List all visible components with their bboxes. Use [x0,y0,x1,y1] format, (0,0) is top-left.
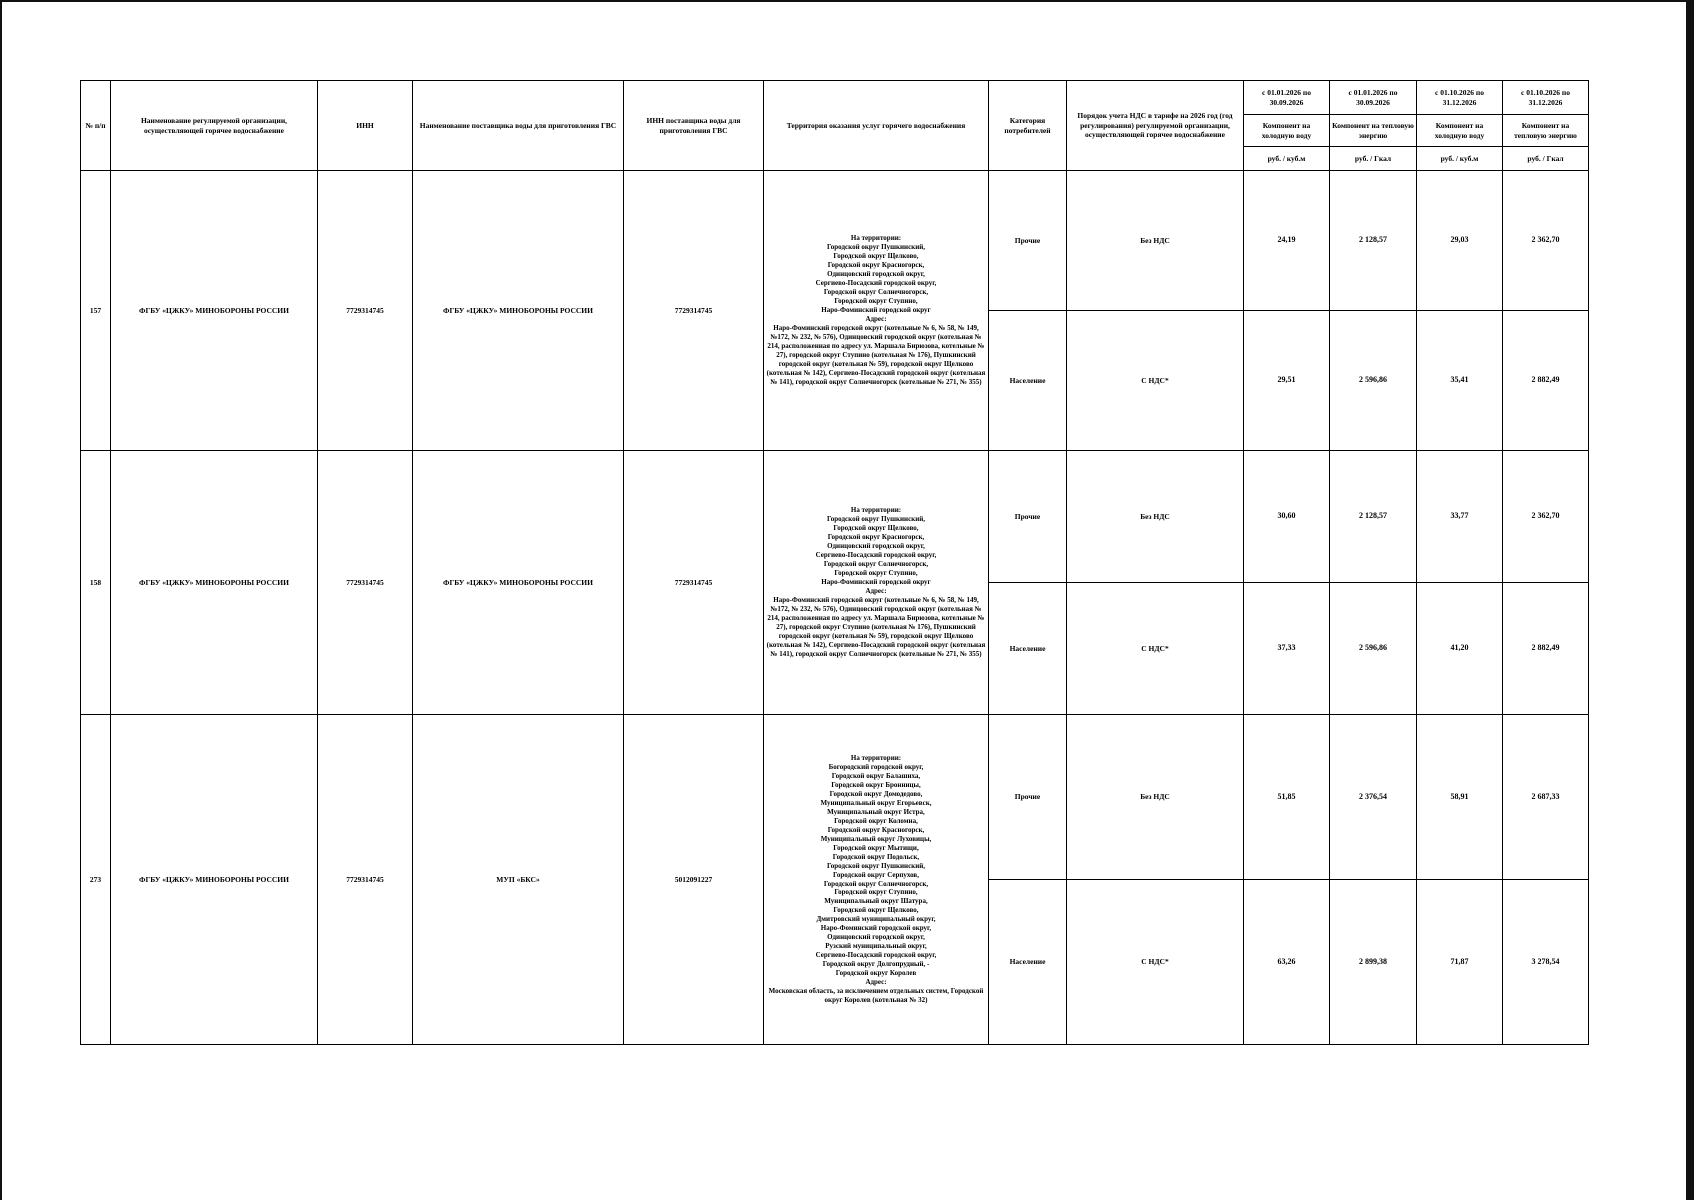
vat-order: С НДС* [1067,311,1244,451]
consumer-category: Прочие [989,171,1067,311]
header-component: Компонент на холодную воду [1417,115,1503,147]
territory-line: Муниципальный округ Егорьевск, [820,798,932,807]
territory-line: Городской округ Домодедово, [829,789,923,798]
territory-line: Городской округ Коломна, [834,816,918,825]
territory-line: Городской округ Щелково, [833,524,919,533]
scan-edge-top [0,0,1694,10]
territory-line: Городской округ Красногорск, [827,825,925,834]
tariff-value: 58,91 [1417,715,1503,880]
territory-line: Городской округ Щелково, [833,252,919,261]
org-name: ФГБУ «ЦЖКУ» МИНОБОРОНЫ РОССИИ [111,715,318,1045]
territory-line: Сергиево-Посадский городской округ, [815,279,937,288]
territory-line: Городской округ Солнечногорск, [823,560,929,569]
supplier-name: ФГБУ «ЦЖКУ» МИНОБОРОНЫ РОССИИ [413,171,624,451]
territory-line: Адрес: [865,586,887,595]
header-org: Наименование регулируемой организации, осуществляющей горячее водоснабжение [111,81,318,171]
territory-line: Сергиево-Посадский городской округ, [815,951,937,960]
header-row-periods [81,81,1589,115]
header-territory: Территория оказания услуг горячего водоснабжения [764,81,989,171]
consumer-category: Население [989,311,1067,451]
territory-line: Рузский муниципальный округ, [825,942,927,951]
territory-line: Городской округ Красногорск, [827,261,925,270]
vat-order: С НДС* [1067,880,1244,1045]
header-period: с 01.10.2026 по 31.12.2026 [1417,81,1503,115]
row-number: 158 [81,451,111,715]
tariff-table [80,80,1589,1045]
tariff-value: 2 899,38 [1330,880,1417,1045]
header-num: № п/п [81,81,111,171]
supplier-inn: 5012091227 [624,715,764,1045]
tariff-value: 35,41 [1417,311,1503,451]
territory-line: Наро-Фоминский городской округ [821,578,931,587]
tariff-value: 2 596,86 [1330,583,1417,715]
territory-line: Городской округ Подольск, [832,852,920,861]
vat-order: Без НДС [1067,451,1244,583]
territory-cell [764,171,989,451]
territory-line: Городской округ Красногорск, [827,533,925,542]
tariff-value: 51,85 [1244,715,1330,880]
territory-line: Городской округ Солнечногорск, [823,288,929,297]
table-row [81,451,1589,583]
tariff-value: 29,51 [1244,311,1330,451]
table-row [81,171,1589,311]
tariff-value: 71,87 [1417,880,1503,1045]
territory-line: Городской округ Солнечногорск, [823,879,929,888]
territory-line: Дмитровский муниципальный округ, [816,915,936,924]
table-body [81,171,1589,1045]
tariff-value: 2 687,33 [1503,715,1589,880]
territory-line: Городской округ Ступино, [834,297,918,306]
header-component: Компонент на холодную воду [1244,115,1330,147]
header-unit: руб. / куб.м [1417,147,1503,171]
vat-order: С НДС* [1067,583,1244,715]
header-unit: руб. / куб.м [1244,147,1330,171]
header-period: с 01.01.2026 по 30.09.2026 [1330,81,1417,115]
territory-line: Муниципальный округ Истра, [827,807,925,816]
tariff-value: 29,03 [1417,171,1503,311]
territory-line: Городской округ Щелково, [833,906,919,915]
tariff-value: 2 882,49 [1503,311,1589,451]
territory-line: На территории: [850,754,902,763]
header-period: с 01.10.2026 по 31.12.2026 [1503,81,1589,115]
supplier-name: ФГБУ «ЦЖКУ» МИНОБОРОНЫ РОССИИ [413,451,624,715]
territory-line: Городской округ Ступино, [834,888,918,897]
tariff-value: 2 362,70 [1503,451,1589,583]
tariff-value: 2 596,86 [1330,311,1417,451]
territory-line: Муниципальный округ Луховицы, [820,834,932,843]
tariff-value: 24,19 [1244,171,1330,311]
org-name: ФГБУ «ЦЖКУ» МИНОБОРОНЫ РОССИИ [111,451,318,715]
territory-line: Городской округ Мытищи, [833,843,919,852]
tariff-value: 41,20 [1417,583,1503,715]
row-number: 157 [81,171,111,451]
territory-line: На территории: [850,506,902,515]
header-inn: ИНН [318,81,413,171]
tariff-value: 2 128,57 [1330,171,1417,311]
territory-line: Городской округ Пушкинский, [826,515,926,524]
territory-line: Богородский городской округ, [828,763,924,772]
vat-order: Без НДС [1067,171,1244,311]
header-supplier: Наименование поставщика воды для приготовления ГВС [413,81,624,171]
org-inn: 7729314745 [318,715,413,1045]
territory-address: Московская область, за исключением отдельных систем, Городской округ Королев (котельная № 32) [768,986,984,1004]
tariff-value: 37,33 [1244,583,1330,715]
tariff-value: 2 128,57 [1330,451,1417,583]
consumer-category: Население [989,583,1067,715]
org-inn: 7729314745 [318,451,413,715]
tariff-value: 3 278,54 [1503,880,1589,1045]
supplier-inn: 7729314745 [624,171,764,451]
row-number: 273 [81,715,111,1045]
tariff-value: 30,60 [1244,451,1330,583]
consumer-category: Прочие [989,715,1067,880]
org-inn: 7729314745 [318,171,413,451]
territory-line: Городской округ Бронницы, [831,781,921,790]
territory-line: Наро-Фоминский городской округ, [820,924,932,933]
supplier-name: МУП «БКС» [413,715,624,1045]
territory-line: Муниципальный округ Шатура, [824,897,928,906]
table-row [81,715,1589,880]
territory-line: Одинцовский городской округ, [827,933,925,942]
header-unit: руб. / Гкал [1330,147,1417,171]
territory-line: Одинцовский городской округ, [827,542,925,551]
territory-address: Наро-Фоминский городской округ (котельные № 6, № 58, № 149, №172, № 232, № 576), Одинцовский городской округ (котельная № 214, расположенная по адресу ул. Маршала Бирюзова, котельные № 27), городской округ Ступино (котельная № 176), Пушкинский городской округ (котельная № 59), городской округ Щелково (котельная № 142), Сергиево-Посадский городской округ (котельная № 141), городской округ Солнечногорск (котельные № 271, № 355) [766,595,986,658]
territory-line: Наро-Фоминский городской округ [821,306,931,315]
header-component: Компонент на тепловую энергию [1330,115,1417,147]
consumer-category: Население [989,880,1067,1045]
territory-address: Наро-Фоминский городской округ (котельные № 6, № 58, № 149, №172, № 232, № 576), Одинцовский городской округ (котельная № 214, расположенная по адресу ул. Маршала Бирюзова, котельные № 27), городской округ Ступино (котельная № 176), Пушкинский городской округ (котельная № 59), городской округ Щелково (котельная № 142), Сергиево-Посадский городской округ (котельная № 141), городской округ Солнечногорск (котельные № 271, № 355) [766,323,986,386]
header-vat: Порядок учета НДС в тарифе на 2026 год (год регулирования) регулируемой организации, осуществляющей горячее водоснабжение [1067,81,1244,171]
vat-order: Без НДС [1067,715,1244,880]
header-category: Категория потребителей [989,81,1067,171]
consumer-category: Прочие [989,451,1067,583]
territory-line: Городской округ Долгопрудный, - [822,960,930,969]
territory-line: Городской округ Пушкинский, [826,861,926,870]
territory-line: Адрес: [865,314,887,323]
header-unit: руб. / Гкал [1503,147,1589,171]
territory-line: Городской округ Ступино, [834,569,918,578]
territory-cell [764,451,989,715]
header-supplier-inn: ИНН поставщика воды для приготовления ГВС [624,81,764,171]
territory-line: Сергиево-Посадский городской округ, [815,551,937,560]
territory-line: Городской округ Пушкинский, [826,243,926,252]
territory-line: Городской округ Серпухов, [833,870,919,879]
territory-line: Городской округ Балашиха, [831,772,921,781]
org-name: ФГБУ «ЦЖКУ» МИНОБОРОНЫ РОССИИ [111,171,318,451]
tariff-value: 63,26 [1244,880,1330,1045]
territory-line: Адрес: [865,977,887,986]
tariff-value: 2 376,54 [1330,715,1417,880]
scan-edge-right [1686,0,1694,1200]
tariff-value: 33,77 [1417,451,1503,583]
territory-line: На территории: [850,234,902,243]
tariff-value: 2 362,70 [1503,171,1589,311]
territory-line: Городской округ Королев [835,969,917,978]
supplier-inn: 7729314745 [624,451,764,715]
header-period: с 01.01.2026 по 30.09.2026 [1244,81,1330,115]
territory-line: Одинцовский городской округ, [827,270,925,279]
header-component: Компонент на тепловую энергию [1503,115,1589,147]
tariff-value: 2 882,49 [1503,583,1589,715]
territory-cell [764,715,989,1045]
scan-edge-left [0,0,2,1200]
